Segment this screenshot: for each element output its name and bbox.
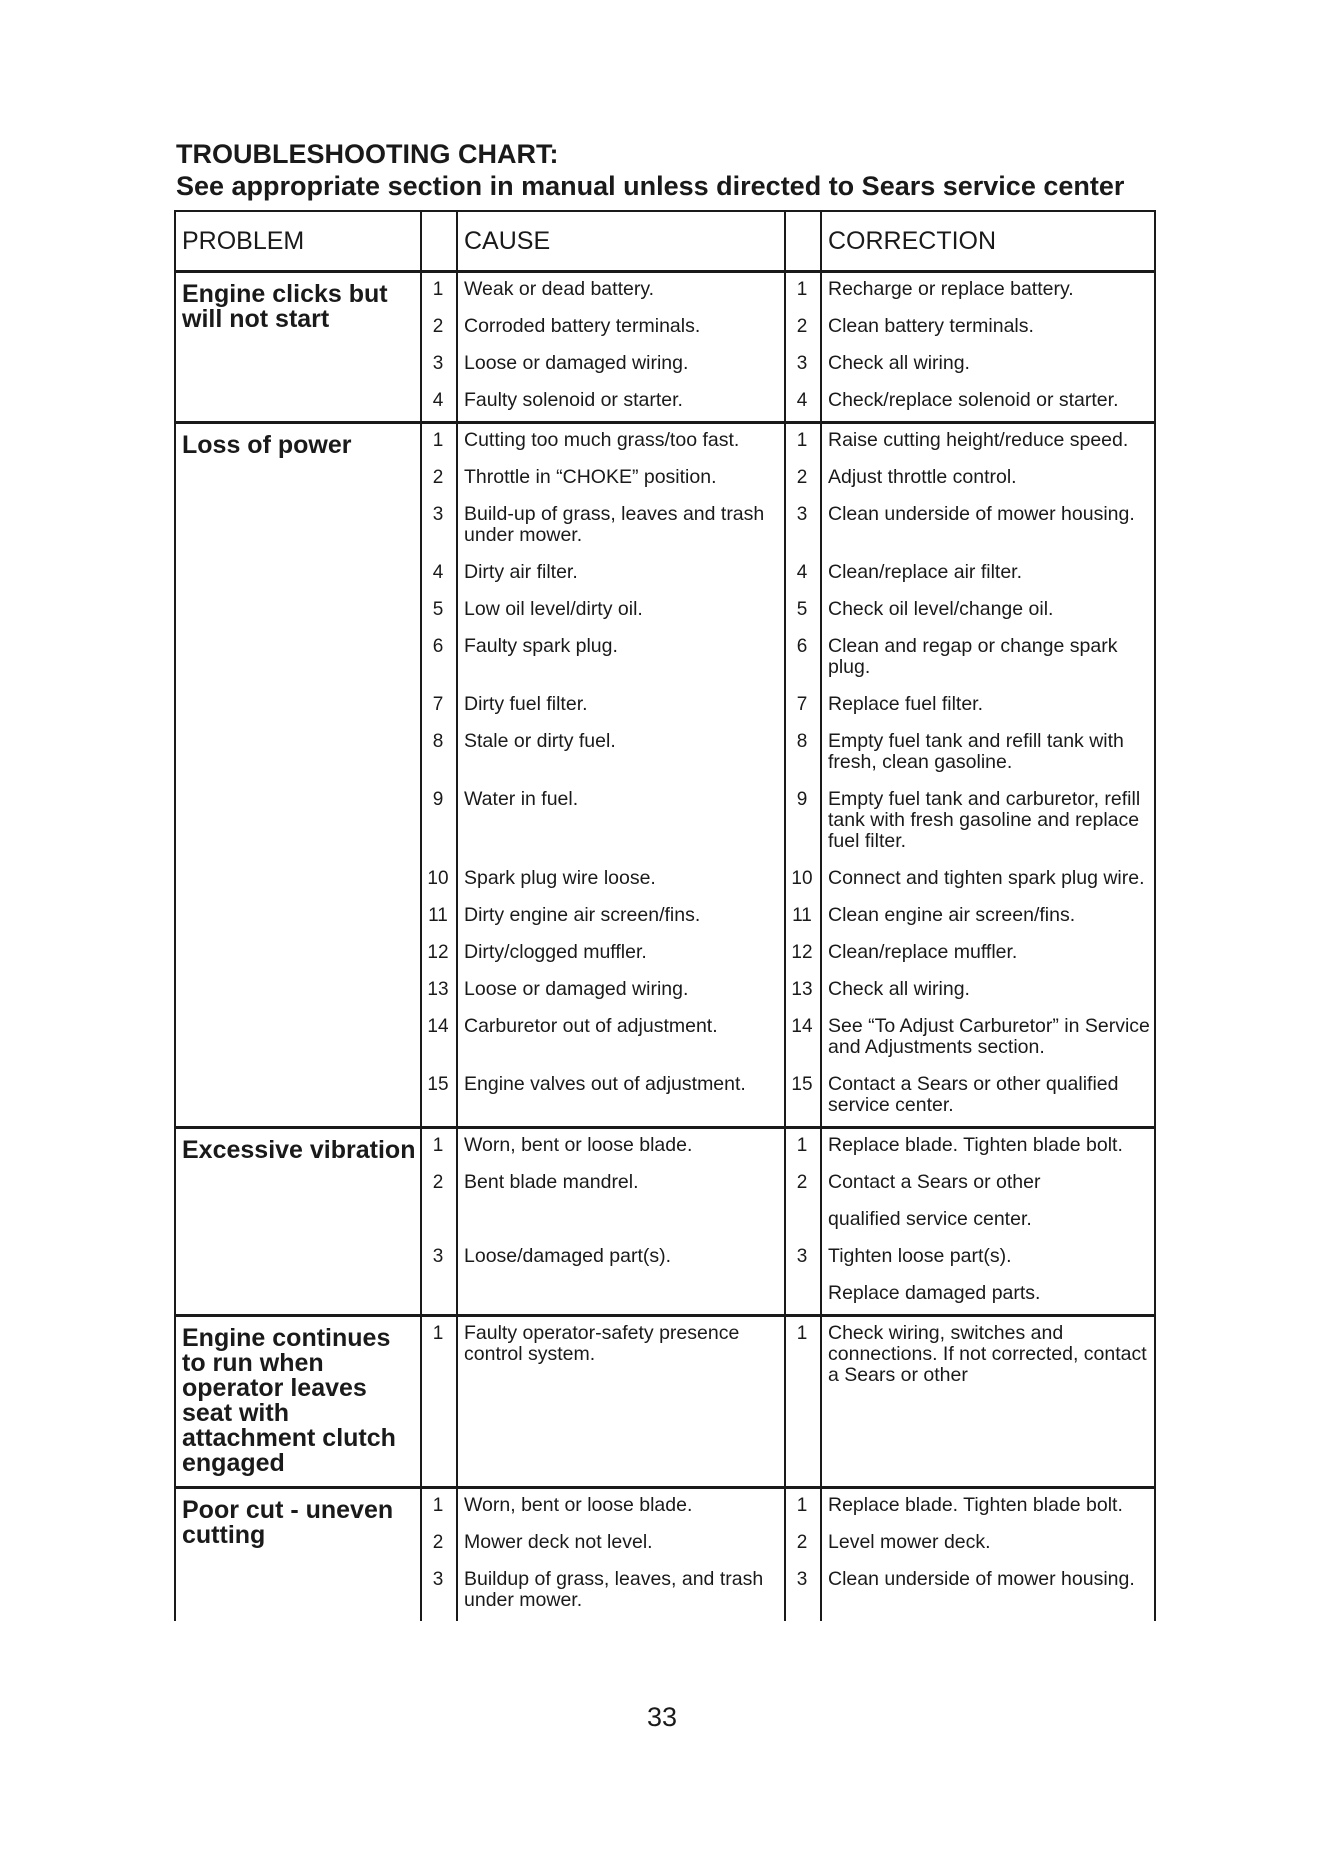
cause-number [421,1277,457,1316]
table-row [175,1316,1155,1488]
correction-number: 3 [785,347,821,384]
problem-cell: Excessive vibration [175,1128,421,1316]
correction-cell: Empty fuel tank and carburetor, refill tank with fresh gasoline and replace fuel filter. [821,783,1155,862]
correction-cell: Tighten loose part(s). [821,1240,1155,1277]
correction-number-column-header [785,211,821,272]
correction-number: 1 [785,272,821,311]
problem-column-header: PROBLEM [175,211,421,272]
cause-cell: Dirty/clogged muffler. [457,936,785,973]
cause-number: 3 [421,347,457,384]
cause-cell: Throttle in “CHOKE” position. [457,461,785,498]
cause-number: 2 [421,461,457,498]
cause-cell: Carburetor out of adjustment. [457,1010,785,1068]
correction-number: 6 [785,630,821,688]
correction-cell: Clean underside of mower housing. [821,1563,1155,1621]
cause-cell: Low oil level/dirty oil. [457,593,785,630]
problem-cell: Engine continues to run when operator leaves seat with attachment clutch engaged [175,1316,421,1488]
cause-number: 8 [421,725,457,783]
correction-cell: Contact a Sears or other [821,1166,1155,1203]
cause-number: 3 [421,498,457,556]
cause-number: 1 [421,272,457,311]
correction-cell: Check/replace solenoid or starter. [821,384,1155,423]
correction-number: 1 [785,1128,821,1167]
correction-number: 15 [785,1068,821,1128]
correction-number: 3 [785,1563,821,1621]
cause-cell: Engine valves out of adjustment. [457,1068,785,1128]
correction-cell: Check oil level/change oil. [821,593,1155,630]
cause-number: 7 [421,688,457,725]
correction-number: 1 [785,423,821,462]
cause-cell: Dirty fuel filter. [457,688,785,725]
cause-cell: Loose or damaged wiring. [457,973,785,1010]
correction-number: 4 [785,556,821,593]
correction-cell: qualified service center. [821,1203,1155,1240]
cause-cell: Mower deck not level. [457,1526,785,1563]
correction-cell: Replace fuel filter. [821,688,1155,725]
problem-cell: Engine clicks but will not start [175,272,421,423]
table-header [175,211,1155,272]
cause-cell: Build-up of grass, leaves and trash under mower. [457,498,785,556]
cause-number: 6 [421,630,457,688]
cause-cell: Water in fuel. [457,783,785,862]
table-row [175,1128,1155,1167]
cause-cell: Weak or dead battery. [457,272,785,311]
correction-number: 8 [785,725,821,783]
cause-cell: Faulty operator-safety presence control system. [457,1316,785,1488]
correction-cell: Level mower deck. [821,1526,1155,1563]
correction-cell: Check wiring, switches and connections. If not corrected, contact a Sears or other [821,1316,1155,1488]
correction-cell: Replace damaged parts. [821,1277,1155,1316]
correction-cell: Connect and tighten spark plug wire. [821,862,1155,899]
correction-cell: Check all wiring. [821,347,1155,384]
correction-number: 4 [785,384,821,423]
correction-cell: Clean/replace air filter. [821,556,1155,593]
correction-cell: Clean and regap or change spark plug. [821,630,1155,688]
correction-number: 9 [785,783,821,862]
cause-number: 12 [421,936,457,973]
correction-cell: Replace blade. Tighten blade bolt. [821,1488,1155,1527]
correction-cell: Clean engine air screen/fins. [821,899,1155,936]
cause-number-column-header [421,211,457,272]
cause-cell: Faulty spark plug. [457,630,785,688]
troubleshooting-table [174,210,1156,1621]
correction-cell: Clean/replace muffler. [821,936,1155,973]
correction-cell: Contact a Sears or other qualified service center. [821,1068,1155,1128]
cause-number: 2 [421,1166,457,1203]
cause-cell: Corroded battery terminals. [457,310,785,347]
correction-column-header: CORRECTION [821,211,1155,272]
cause-number: 4 [421,384,457,423]
correction-cell: Check all wiring. [821,973,1155,1010]
correction-number: 10 [785,862,821,899]
cause-number [421,1203,457,1240]
correction-number: 3 [785,1240,821,1277]
cause-cell: Worn, bent or loose blade. [457,1488,785,1527]
cause-cell: Loose or damaged wiring. [457,347,785,384]
table-row [175,423,1155,462]
correction-number: 2 [785,1166,821,1203]
cause-cell: Bent blade mandrel. [457,1166,785,1203]
cause-number: 11 [421,899,457,936]
correction-number: 14 [785,1010,821,1068]
table-row [175,1488,1155,1527]
correction-cell: Clean underside of mower housing. [821,498,1155,556]
correction-cell: Empty fuel tank and refill tank with fresh, clean gasoline. [821,725,1155,783]
table-body [175,272,1155,1622]
correction-number [785,1203,821,1240]
correction-cell: Raise cutting height/reduce speed. [821,423,1155,462]
cause-cell: Spark plug wire loose. [457,862,785,899]
correction-cell: Replace blade. Tighten blade bolt. [821,1128,1155,1167]
problem-cell: Loss of power [175,423,421,1128]
cause-cell: Stale or dirty fuel. [457,725,785,783]
cause-cell: Faulty solenoid or starter. [457,384,785,423]
cause-cell: Dirty engine air screen/fins. [457,899,785,936]
correction-number: 1 [785,1316,821,1488]
correction-number: 1 [785,1488,821,1527]
correction-cell: Recharge or replace battery. [821,272,1155,311]
correction-number: 2 [785,310,821,347]
cause-cell: Loose/damaged part(s). [457,1240,785,1277]
cause-number: 1 [421,1128,457,1167]
cause-number: 15 [421,1068,457,1128]
cause-number: 1 [421,1488,457,1527]
page-subtitle: See appropriate section in manual unless directed to Sears service center [176,171,1125,201]
cause-number: 3 [421,1240,457,1277]
cause-number: 3 [421,1563,457,1621]
table-row [175,272,1155,311]
cause-number: 13 [421,973,457,1010]
problem-cell: Poor cut - uneven cutting [175,1488,421,1622]
correction-cell: Adjust throttle control. [821,461,1155,498]
correction-cell: Clean battery terminals. [821,310,1155,347]
page-title: TROUBLESHOOTING CHART: [176,139,559,169]
cause-number: 14 [421,1010,457,1068]
correction-number: 2 [785,461,821,498]
cause-number: 9 [421,783,457,862]
correction-number: 3 [785,498,821,556]
cause-number: 1 [421,1316,457,1488]
cause-number: 2 [421,1526,457,1563]
cause-number: 1 [421,423,457,462]
cause-number: 10 [421,862,457,899]
page-number: 33 [646,1702,678,1732]
cause-number: 5 [421,593,457,630]
correction-number: 13 [785,973,821,1010]
cause-cell: Cutting too much grass/too fast. [457,423,785,462]
correction-number: 2 [785,1526,821,1563]
cause-cell: Buildup of grass, leaves, and trash under mower. [457,1563,785,1621]
correction-cell: See “To Adjust Carburetor” in Service and Adjustments section. [821,1010,1155,1068]
cause-cell: Worn, bent or loose blade. [457,1128,785,1167]
correction-number: 5 [785,593,821,630]
cause-cell: Dirty air filter. [457,556,785,593]
correction-number: 7 [785,688,821,725]
cause-cell [457,1203,785,1240]
correction-number [785,1277,821,1316]
cause-column-header: CAUSE [457,211,785,272]
cause-number: 4 [421,556,457,593]
cause-cell [457,1277,785,1316]
correction-number: 12 [785,936,821,973]
correction-number: 11 [785,899,821,936]
cause-number: 2 [421,310,457,347]
